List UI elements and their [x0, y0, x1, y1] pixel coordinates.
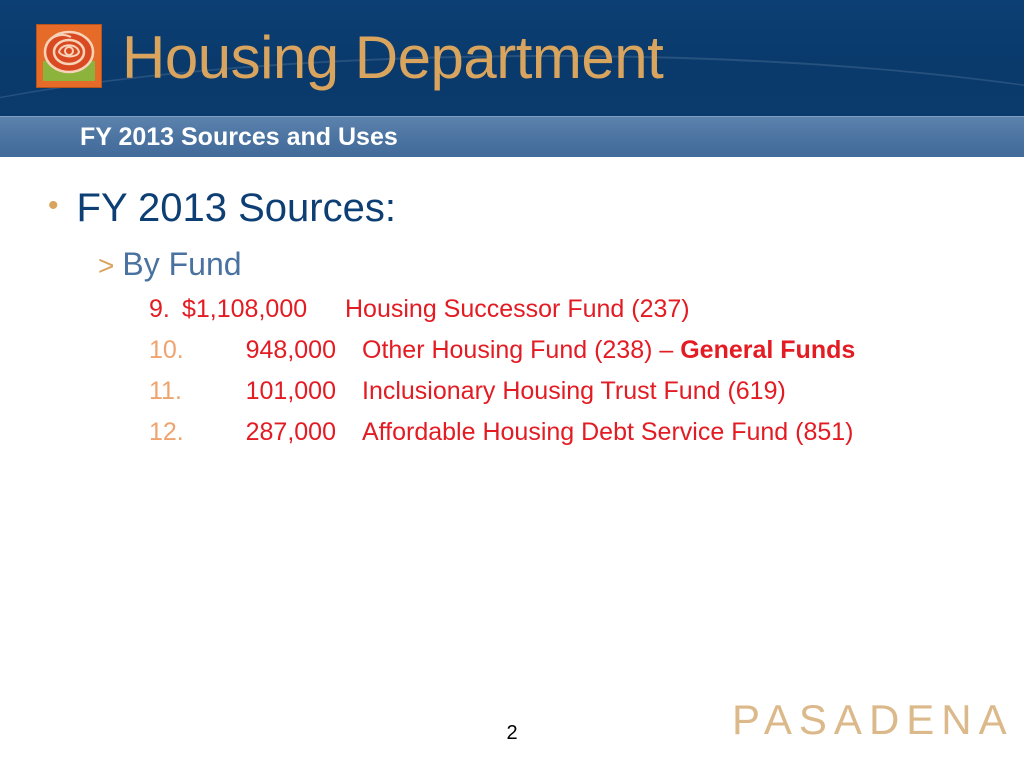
item-emphasis: General Funds	[680, 336, 856, 364]
page-number: 2	[506, 722, 518, 744]
page-title: Housing Department	[122, 24, 664, 91]
item-number: 10.	[149, 336, 184, 364]
item-number: 12.	[149, 418, 184, 446]
page-subtitle: FY 2013 Sources and Uses	[80, 123, 398, 151]
rose-logo-icon	[36, 24, 102, 88]
subbullet-by-fund	[98, 246, 242, 284]
item-amount: 948,000	[245, 336, 336, 364]
bullet-text: FY 2013 Sources:	[76, 186, 396, 230]
bullet-fy2013-sources	[48, 186, 396, 236]
list-item	[149, 377, 786, 411]
item-amount: $1,108,000	[182, 295, 308, 323]
item-label: Housing Successor Fund (237)	[345, 295, 690, 323]
item-number: 9.	[149, 295, 170, 323]
list-item	[149, 336, 855, 370]
item-label: Inclusionary Housing Trust Fund (619)	[362, 377, 786, 405]
list-item	[149, 418, 853, 452]
item-label: Affordable Housing Debt Service Fund (851)	[362, 418, 854, 446]
subbullet-text: By Fund	[122, 246, 242, 282]
item-amount: 287,000	[245, 418, 336, 446]
item-number: 11.	[149, 377, 182, 405]
item-label: Other Housing Fund (238) –	[362, 336, 674, 364]
item-amount: 101,000	[245, 377, 336, 405]
chevron-right-icon: >	[98, 250, 115, 281]
pasadena-wordmark: PASADENA	[732, 696, 1014, 743]
list-item	[149, 295, 690, 329]
bullet-dot-icon: •	[48, 189, 59, 222]
